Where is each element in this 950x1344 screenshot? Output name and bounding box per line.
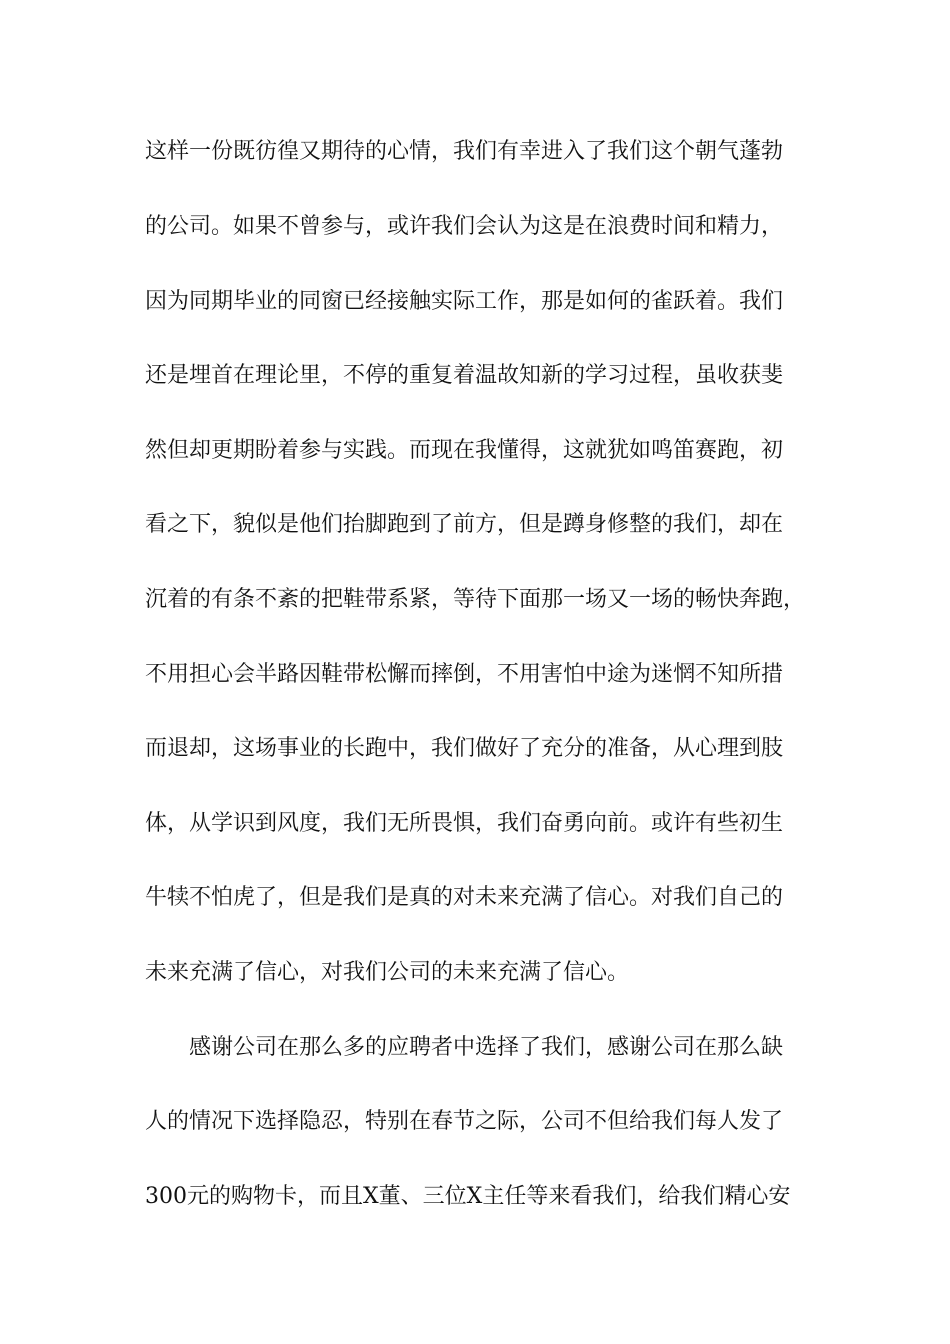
text-line-12: 未来充满了信心，对我们公司的未来充满了信心。 — [145, 960, 630, 985]
text-line-5: 然但却更期盼着参与实践。而现在我懂得，这就犹如鸣笛赛跑，初 — [145, 438, 784, 463]
text-line-8: 不用担心会半路因鞋带松懈而摔倒，不用害怕中途为迷惘不知所措 — [145, 662, 784, 687]
text-line-10: 体，从学识到风度，我们无所畏惧，我们奋勇向前。或许有些初生 — [145, 811, 784, 836]
text-line-14: 人的情况下选择隐忍，特别在春节之际，公司不但给我们每人发了 — [145, 1109, 784, 1134]
text-line-6: 看之下，貌似是他们抬脚跑到了前方，但是蹲身修整的我们，却在 — [145, 512, 784, 537]
text-line-1: 这样一份既彷徨又期待的心情，我们有幸进入了我们这个朝气蓬勃 — [145, 139, 784, 164]
text-line-13: 感谢公司在那么多的应聘者中选择了我们，感谢公司在那么缺 — [145, 1035, 784, 1060]
text-line-3: 因为同期毕业的同窗已经接触实际工作，那是如何的雀跃着。我们 — [145, 289, 784, 314]
text-line-15: 300元的购物卡，而且X董、三位X主任等来看我们，给我们精心安 — [145, 1184, 791, 1209]
text-line-4: 还是埋首在理论里，不停的重复着温故知新的学习过程，虽收获斐 — [145, 363, 784, 388]
text-line-2: 的公司。如果不曾参与，或许我们会认为这是在浪费时间和精力， — [145, 214, 784, 239]
text-line-11: 牛犊不怕虎了，但是我们是真的对未来充满了信心。对我们自己的 — [145, 885, 784, 910]
text-line-7: 沉着的有条不紊的把鞋带系紧，等待下面那一场又一场的畅快奔跑， — [145, 587, 806, 612]
text-line-9: 而退却，这场事业的长跑中，我们做好了充分的准备，从心理到肢 — [145, 736, 784, 761]
